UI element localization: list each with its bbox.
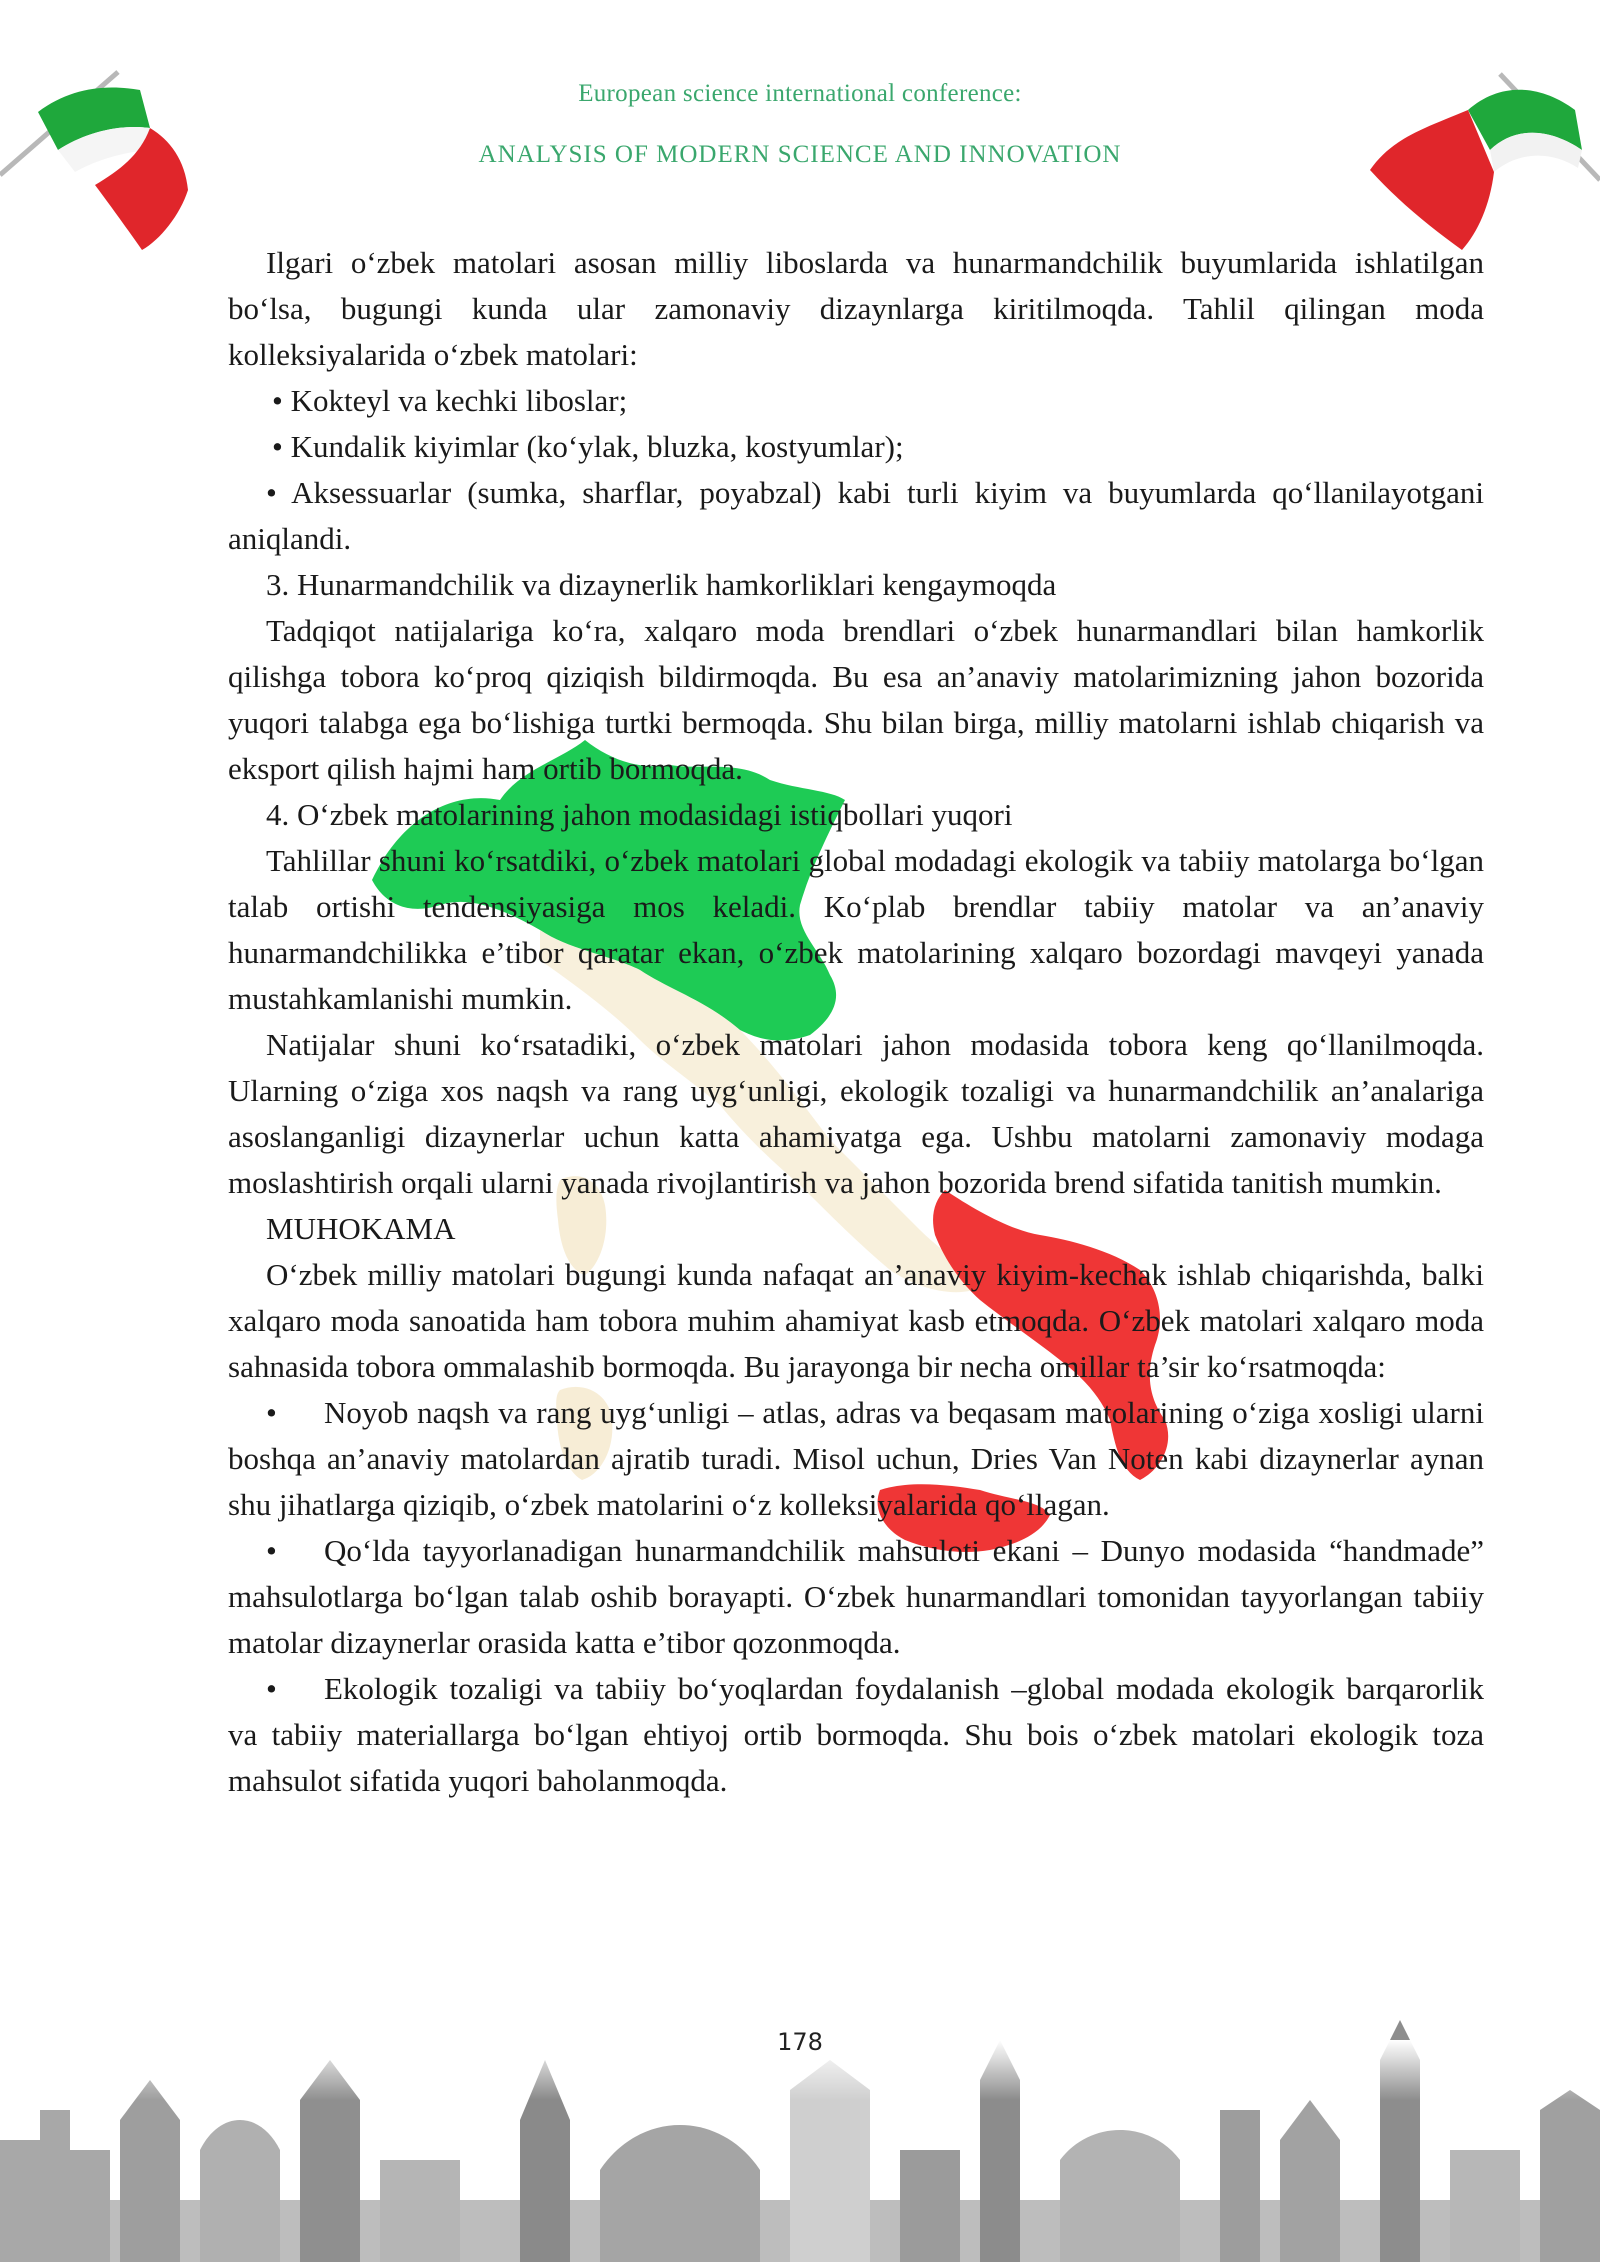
bullet-text: Qo‘lda tayyorlanadigan hunarmandchilik mahsuloti ekani – Dunyo modasida “handmade” mahsulotlarga bo‘lgan talab oshib borayapti. O‘zbek hunarmandlari tomonidan tayyorlangan tabiiy matolar dizaynerlar orasida katta e’tibor qozonmoqda. — [228, 1533, 1484, 1660]
bullet-icon: • — [266, 1533, 277, 1568]
paragraph-analysis: Tahlillar shuni ko‘rsatdiki, o‘zbek matolari global modadagi ekologik va tabiiy matolarga bo‘lgan talab ortishi tendensiyasiga mos keladi. Ko‘plab brendlar tabiiy matolar va an’anaviy hunarmandchilikka e’tibor qaratar ekan, o‘zbek matolarining xalqaro bozordagi mavqeyi yanada mustahkamlanishi mumkin. — [228, 843, 1484, 1016]
list-item-cocktail: • Kokteyl va kechki liboslar; — [272, 383, 628, 418]
list-item-accessories: • Aksessuarlar (sumka, sharflar, poyabzal) kabi turli kiyim va buyumlarda qo‘llanilayotgani aniqlandi. — [228, 475, 1484, 556]
paragraph-discussion: O‘zbek milliy matolari bugungi kunda nafaqat an’anaviy kiyim-kechak ishlab chiqarishda, balki xalqaro moda sanoatida ham tobora muhim ahamiyat kasb etmoqda. O‘zbek matolari xalqaro moda sahnasida tobora ommalashib bormoqda. Bu jarayonga bir necha omillar ta’sir ko‘rsatmoqda: — [228, 1257, 1484, 1384]
bullet-icon: • — [266, 1671, 277, 1706]
city-skyline-silhouette — [0, 2020, 1600, 2262]
conference-title: ANALYSIS OF MODERN SCIENCE AND INNOVATION — [478, 141, 1122, 168]
page-number: 178 — [777, 2028, 823, 2056]
paragraph-intro: Ilgari o‘zbek matolari asosan milliy liboslarda va hunarmandchilik buyumlarida ishlatilgan bo‘lsa, bugungi kunda ular zamonaviy dizaynlarga kiritilmoqda. Tahlil qilingan moda kolleksiyalarida o‘zbek matolari: — [228, 245, 1484, 372]
bullet-text: Ekologik tozaligi va tabiiy bo‘yoqlardan foydalanish –global modada ekologik barqarorlik va tabiiy materiallarga bo‘lgan ehtiyoj ortib bormoqda. Shu bois o‘zbek matolari ekologik toza mahsulot sifatida yuqori baholanmoqda. — [228, 1671, 1484, 1798]
section-heading-3: 3. Hunarmandchilik va dizaynerlik hamkorliklari kengaymoqda — [266, 567, 1057, 602]
bullet-handmade — [228, 1528, 1484, 1666]
bullet-ecology — [228, 1666, 1484, 1804]
bullet-pattern — [228, 1390, 1484, 1528]
paragraph-results: Natijalar shuni ko‘rsatadiki, o‘zbek matolari jahon modasida tobora keng qo‘llanilmoqda. Ularning o‘ziga xos naqsh va rang uyg‘unligi, ekologik tozaligi va hunarmandchilik an’analariga asoslanganligi dizaynerlar uchun katta ahamiyatga ega. Ushbu matolarni zamonaviy modaga moslashtirish orqali ularni yanada rivojlantirish va jahon bozorida brend sifatida tanitish mumkin. — [228, 1027, 1484, 1200]
article-body — [228, 240, 1484, 1804]
bullet-text: Noyob naqsh va rang uyg‘unligi – atlas, adras va beqasam matolarining o‘ziga xosligi ularni boshqa an’anaviy matolardan ajratib turadi. Misol uchun, Dries Van Noten kabi dizaynerlar aynan shu jihatlarga qiziqib, o‘zbek matolarini o‘z kolleksiyalarida qo‘llagan. — [228, 1395, 1484, 1522]
bullet-icon: • — [266, 1395, 277, 1430]
conference-name: European science international conference: — [578, 80, 1022, 107]
section-heading-4: 4. O‘zbek matolarining jahon modasidagi istiqbollari yuqori — [266, 797, 1013, 832]
section-heading-muhokama: MUHOKAMA — [266, 1211, 456, 1246]
paragraph-collaboration: Tadqiqot natijalariga ko‘ra, xalqaro moda brendlari o‘zbek hunarmandlari bilan hamkorlik qilishga tobora ko‘proq qiziqish bildirmoqda. Bu esa an’anaviy matolarimizning jahon bozorida yuqori talabga ega bo‘lishiga turtki bermoqda. Shu bilan birga, milliy matolarni ishlab chiqarish va eksport qilish hajmi ham ortib bormoqda. — [228, 613, 1484, 786]
list-item-daily: • Kundalik kiyimlar (ko‘ylak, bluzka, kostyumlar); — [272, 429, 904, 464]
